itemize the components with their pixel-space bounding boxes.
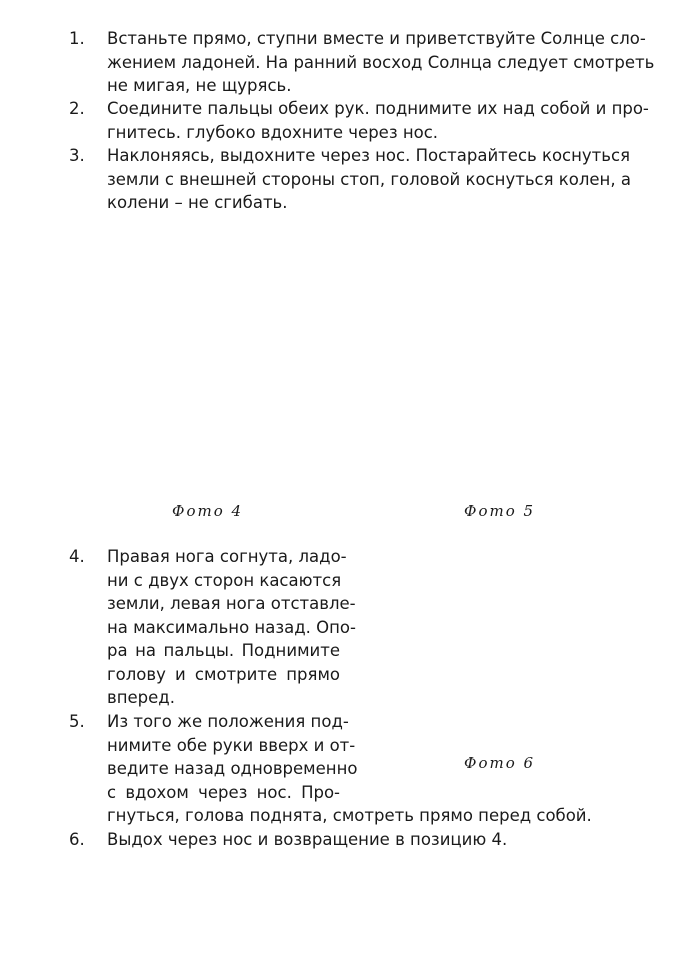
- text-line: на максимально назад. Опо-: [107, 617, 356, 637]
- text-line: жением ладоней. На ранний восход Солнца следует смотреть: [107, 52, 655, 72]
- text-line: Правая нога согнута, ладо-: [107, 547, 347, 566]
- list-item-4: [69, 545, 356, 710]
- text-line: ведите назад одновременно: [107, 759, 358, 778]
- text-line: колени – не сгибать.: [107, 193, 288, 212]
- text-line: ра на пальцы. Поднимите: [107, 641, 340, 660]
- list-item-1: [69, 27, 655, 98]
- list-item-2: [69, 97, 649, 144]
- text-line: вперед.: [107, 688, 175, 707]
- list-item-number: 2.: [69, 99, 85, 118]
- text-line: не мигая, не щурясь.: [107, 76, 292, 95]
- text-line: ни с двух сторон касаются: [107, 570, 342, 590]
- list-item-number: 6.: [69, 830, 85, 849]
- photo-caption-5: Фото 5: [464, 502, 536, 520]
- photo-caption-6: Фото 6: [464, 754, 536, 772]
- text-line: Из того же положения под-: [107, 712, 349, 731]
- text-line: с вдохом через нос. Про-: [107, 782, 340, 802]
- text-line: гнитесь. глубоко вдохните через нос.: [107, 122, 439, 142]
- list-item-5: [69, 710, 358, 804]
- text-line: гнуться, голова поднята, смотреть прямо перед собой.: [107, 806, 592, 825]
- text-line: земли с внешней стороны стоп, головой коснуться колен, а: [107, 169, 631, 189]
- list-item-number: 3.: [69, 146, 85, 165]
- text-line: Встаньте прямо, ступни вместе и приветствуйте Солнце сло-: [107, 29, 646, 48]
- text-line: Выдох через нос и возвращение в позицию 4.: [107, 830, 508, 849]
- list-item-number: 4.: [69, 547, 85, 566]
- photo-caption-4: Фото 4: [172, 502, 244, 520]
- list-item-3: [69, 144, 631, 215]
- list-item-5-continuation: [107, 804, 628, 828]
- text-line: Соедините пальцы обеих рук. поднимите их над собой и про-: [107, 99, 649, 118]
- list-item-number: 1.: [69, 29, 85, 48]
- list-item-6: [69, 828, 628, 852]
- text-line: нимите обе руки вверх и от-: [107, 735, 356, 755]
- text-line: земли, левая нога отставле-: [107, 594, 356, 613]
- text-line: голову и смотрите прямо: [107, 664, 340, 684]
- list-item-number: 5.: [69, 712, 85, 731]
- text-line: Наклоняясь, выдохните через нос. Постарайтесь коснуться: [107, 146, 631, 165]
